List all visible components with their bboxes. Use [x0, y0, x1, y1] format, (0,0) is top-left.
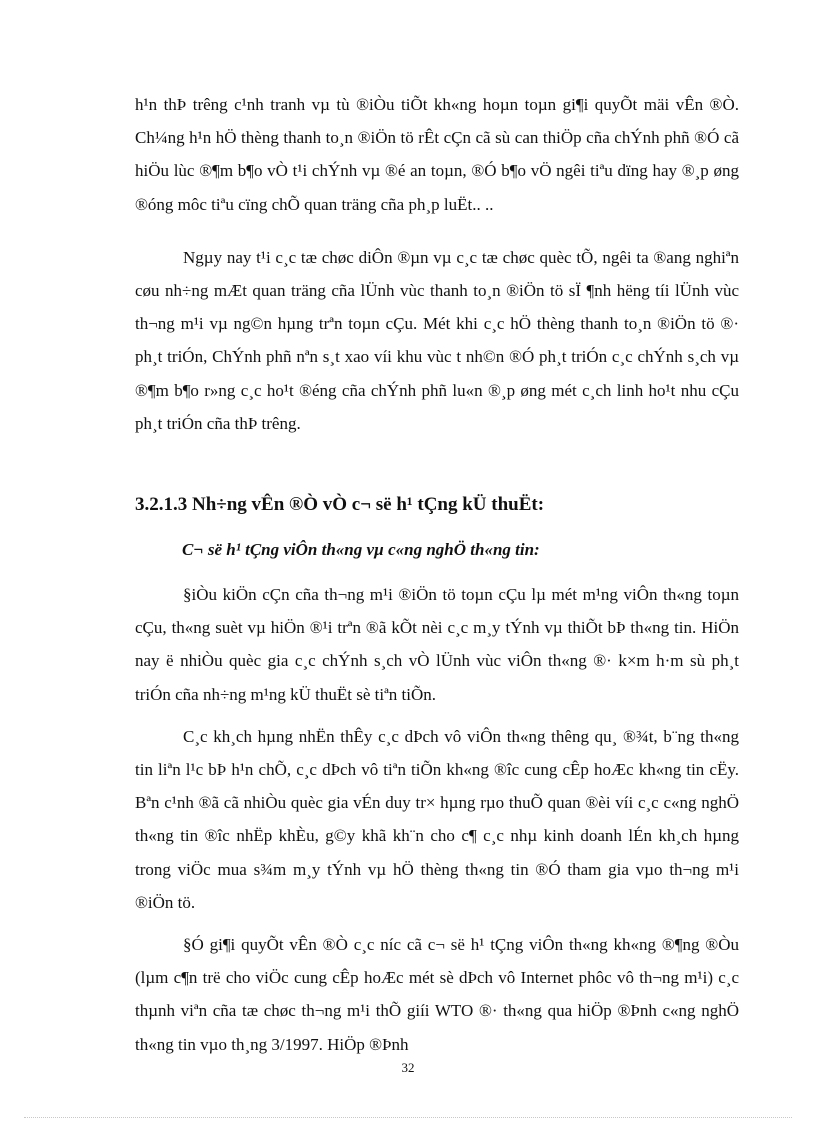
- body-text-top: [135, 88, 739, 440]
- paragraph-3: §iÒu kiÖn cÇn cña th¬ng m¹i ®iÖn tö toµn cÇu lµ mét m¹ng viÔn th«ng toµn cÇu, th«ng suèt vµ hiÖn ®¹i trªn ®ã kÕt nèi c¸c m¸y tÝnh vµ thiÕt bÞ th«ng tin. HiÖn nay ë nhiÒu quèc gia c¸c chÝnh s¸ch vÒ lÜnh vùc viÔn th«ng ®· k×m h·m sù ph¸t triÓn cña nh÷ng m¹ng kÜ thuËt sè tiªn tiÕn.: [135, 585, 739, 704]
- page-bottom-divider: [24, 1117, 792, 1118]
- section-subheading: C¬ së h¹ tÇng viÔn th«ng vµ c«ng nghÖ th«ng tin:: [182, 540, 540, 559]
- page-number: 32: [401, 1060, 415, 1075]
- section-heading: 3.2.1.3 Nh÷ng vÊn ®Ò vÒ c¬ së h¹ tÇng kÜ thuËt:: [135, 494, 545, 515]
- paragraph-4: C¸c kh¸ch hµng nhËn thÊy c¸c dÞch vô viÔn th«ng thêng qu¸ ®¾t, b¨ng th«ng tin liªn l¹c bÞ h¹n chÕ, c¸c dÞch vô tiªn tiÕn kh«ng ®îc cung cÊp hoÆc kh«ng tin cËy. Bªn c¹nh ®ã cã nhiÒu quèc gia vÉn duy tr× hµng rµo thuÕ quan ®èi víi c¸c c«ng nghÖ th«ng tin ®îc nhËp khÈu, g©y khã kh¨n cho c¶ c¸c nhµ kinh doanh lÉn kh¸ch hµng trong viÖc mua s¾m m¸y tÝnh vµ hÖ thèng th«ng tin ®Ó tham gia vµo th¬ng m¹i ®iÖn tö.: [135, 726, 739, 912]
- paragraph-2: Ngµy nay t¹i c¸c tæ chøc diÔn ®µn vµ c¸c tæ chøc quèc tÕ, ngêi ta ®ang nghiªn cøu nh÷ng mÆt quan träng cña lÜnh vùc thanh to¸n ®iÖn tö sÏ ¶nh hëng tíi lÜnh vùc th¬ng m¹i vµ ng©n hµng trªn toµn cÇu. Mét khi c¸c hÖ thèng thanh to¸n ®iÖn tö ®· ph¸t triÓn, ChÝnh phñ nªn s¸t xao víi khu vùc t nh©n ®Ó ph¸t triÓn c¸c chÝnh s¸ch vµ ®¶m b¶o r»ng c¸c ho¹t ®éng cña chÝnh phñ lu«n ®¸p øng mét c¸ch linh ho¹t nhu cÇu ph¸t triÓn cña thÞ trêng.: [135, 247, 739, 433]
- body-text-bottom: [135, 578, 739, 1061]
- paragraph-5: §Ó gi¶i quyÕt vÊn ®Ò c¸c níc cã c¬ së h¹ tÇng viÔn th«ng kh«ng ®¶ng ®Òu (lµm c¶n trë cho viÖc cung cÊp hoÆc mét sè dÞch vô Internet phôc vô th¬ng m¹i) c¸c thµnh viªn cña tæ chøc th¬ng m¹i thÕ giíi WTO ®· th«ng qua hiÖp ®Þnh c«ng nghÖ th«ng tin vµo th¸ng 3/1997. HiÖp ®Þnh: [135, 935, 739, 1054]
- paragraph-1: h¹n thÞ trêng c¹nh tranh vµ tù ®iÒu tiÕt kh«ng hoµn toµn gi¶i quyÕt mäi vÊn ®Ò. Ch¼ng h¹n hÖ thèng thanh to¸n ®iÖn tö rÊt cÇn cã sù can thiÖp cña chÝnh phñ ®Ó cã hiÖu lùc ®¶m b¶o vÒ t¹i chÝnh vµ ®é an toµn, ®Ó b¶o vÖ ngêi tiªu dïng hay ®¸p øng ®óng môc tiªu cïng chÕ quan träng cña ph¸p luËt.. ..: [135, 95, 739, 214]
